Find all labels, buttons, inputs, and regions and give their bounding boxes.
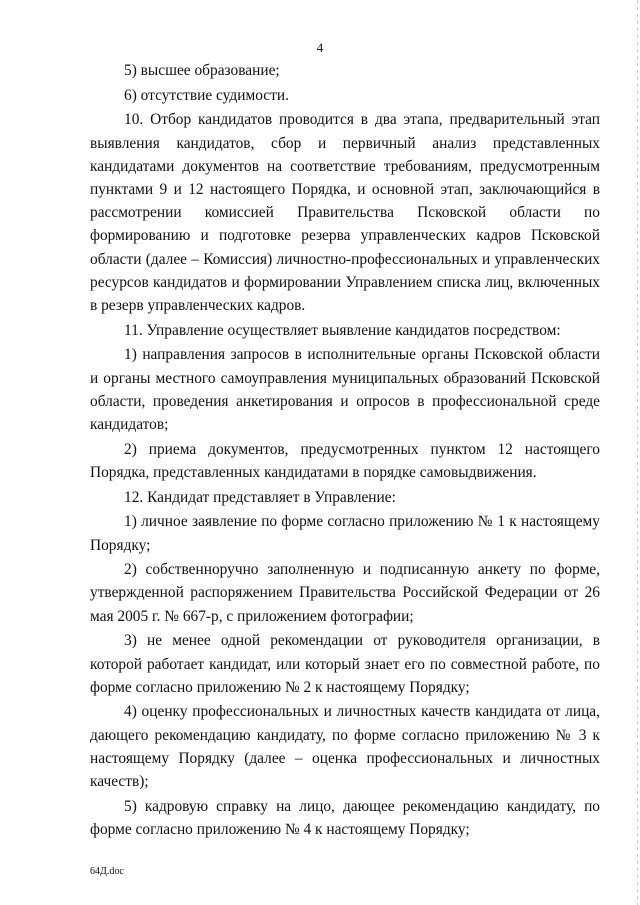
paragraph-clause-10: 10. Отбор кандидатов проводится в два этапа, предварительный этап выявления кандидатов, сбор и первичный анализ представленных кандидатами документов на соответствие требованиям, предусмотренным пунктами 9 и 12 настоящего Порядка, и основной этап, заключающийся в рассмотрении комиссией Правительства Псковской области по формированию и подготовке резерва управленческих кадров Псковской области (далее – Комиссия) личностно-профессиональных и управленческих ресурсов кандидатов и формировании Управлением списка лиц, включенных в резерв управленческих кадров. — [90, 111, 600, 315]
paragraph-clause-12-item-3: 3) не менее одной рекомендации от руководителя организации, в которой работает кандидат, или который знает его по совместной работе, по форме согласно приложению № 2 к настоящему Порядку; — [90, 632, 600, 696]
paragraph-clause-11-item-1: 1) направления запросов в исполнительные органы Псковской области и органы местного самоуправления муниципальных образований Псковской области, проведения анкетирования и опросов в профессиональной среде кандидатов; — [90, 346, 600, 434]
paragraph-clause-12-item-2: 2) собственноручно заполненную и подписанную анкету по форме, утвержденной распоряжением Правительства Российской Федерации от 26 мая 2005 г. № 667-р, с приложением фотографии; — [90, 561, 600, 625]
footer-filename: 64Д.doc — [90, 866, 124, 877]
paragraph-clause-12-item-1: 1) личное заявление по форме согласно приложению № 1 к настоящему Порядку; — [90, 513, 600, 554]
paragraph-item-6: 6) отсутствие судимости. — [124, 86, 289, 104]
paragraph-clause-12: 12. Кандидат представляет в Управление: — [124, 488, 396, 506]
paragraph-clause-11-item-2: 2) приема документов, предусмотренных пунктом 12 настоящего Порядка, представленных кандидатами в порядке самовыдвижения. — [90, 440, 600, 481]
page-number: 4 — [316, 40, 324, 55]
paragraph-clause-11: 11. Управление осуществляет выявление кандидатов посредством: — [124, 321, 561, 339]
page-edge — [637, 0, 638, 905]
paragraph-clause-12-item-5: 5) кадровую справку на лицо, дающее рекомендацию кандидату, по форме согласно приложению № 4 к настоящему Порядку; — [90, 797, 600, 838]
document-body — [90, 59, 600, 843]
paragraph-item-5: 5) высшее образование; — [124, 62, 280, 79]
paragraph-clause-12-item-4: 4) оценку профессиональных и личностных качеств кандидата от лица, дающего рекомендацию кандидату, по форме согласно приложению № 3 к настоящему Порядку (далее – оценка профессиональных и личностных качеств); — [90, 703, 600, 791]
